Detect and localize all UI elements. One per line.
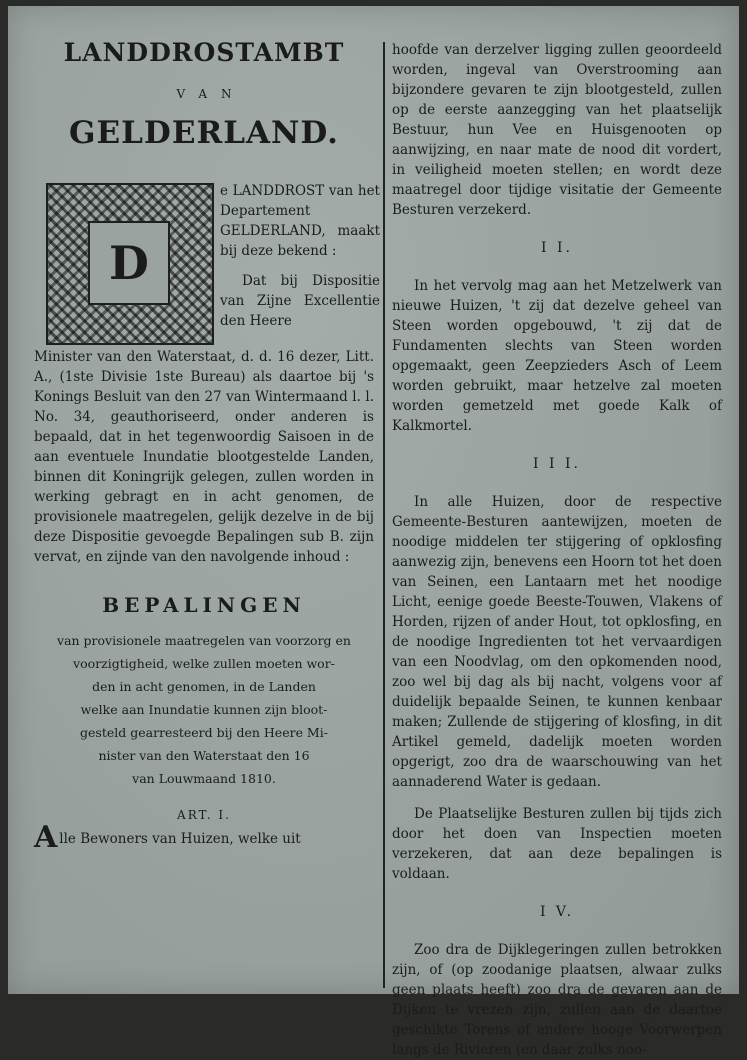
bepalingen-line-4: welke aan Inundatie kunnen zijn bloot- bbox=[80, 702, 328, 717]
article-1-text bbox=[34, 820, 374, 855]
document-sheet bbox=[8, 6, 739, 1058]
article-3-text: In alle Huizen, door de respective Gemeente-Besturen aantewijzen, moeten de noodige middelen ter stijgering of opklosfing aanwezig zijn, benevens een Hoorn tot het doen van Seinen, een Lantaarn met het noodige Licht, eenige goede Beeste-Touwen, Vlakens of Horden, rijzen of ander Hout, tot opklosfing, en de noodige Ingredienten tot het vervaardigen van een Noodvlag, om den opkomenden nood, zoo wel bij dag als bij nacht, volgens voor af duidelijk bepaalde Seinen, te kunnen kenbaar maken; Zullende de stijgering of klosfing, in dit Artikel gemeld, dadelijk moeten worden opgerigt, zoo dra de waarschouwing van het aannaderend Water is gedaan. bbox=[392, 494, 722, 790]
article-1-initial: A bbox=[34, 820, 58, 855]
ornamental-dropcap bbox=[46, 183, 214, 345]
intro-para1-rest: Minister van den Waterstaat, d. d. 16 dezer, Litt. A., (1ste Divisie 1ste Bureau) als daartoe bij 's Konings Besluit van den 27 van Wintermaand l. l. No. 34, geauthoriseerd, onder anderen is bepaald, dat in het tegenwoordig Saisoen in de aan eventuele Inundatie blootgestelde Landen, binnen dit Koningrijk gelegen, zullen worden in werking gebragt en in acht genomen, de provisionele maatregelen, gelijk dezelve in de bij deze Dispositie gevoegde Bepalingen sub B. zijn vervat, en zijnde van den navolgende inhoud : bbox=[34, 349, 374, 565]
document-title: LANDDROSTAMBT bbox=[63, 38, 345, 67]
article-3-number: I I I. bbox=[533, 456, 581, 472]
article-2-number: I I. bbox=[541, 240, 573, 256]
bepalingen-heading: BEPALINGEN bbox=[102, 593, 306, 617]
bepalingen-line-1: van provisionele maatregelen van voorzorg en bbox=[57, 633, 351, 648]
column-divider bbox=[383, 42, 385, 988]
bepalingen-line-3: den in acht genomen, in de Landen bbox=[92, 679, 316, 694]
intro-announcement: e LANDDROST van het Departement GELDERLAND, maakt bij deze bekend : bbox=[220, 183, 380, 259]
title-van: VAN bbox=[176, 87, 246, 101]
article-1-body: lle Bewoners van Huizen, welke uit bbox=[59, 831, 301, 847]
article-4-text: Zoo dra de Dijklegeringen zullen betrokken zijn, of (op zoodanige plaatsen, alwaar zulks geen plaats heeft) zoo dra de gevaren aan de Dijken te vrezen zijn, zullen aan de daartoe geschikte Torens of andere hooge Voorwerpen langs de Rivieren (en daar zulks noo- bbox=[392, 942, 722, 1058]
article-3-inspection: De Plaatselijke Besturen zullen bij tijds zich door het doen van Inspectien moeten verzekeren, dat aan deze bepalingen is voldaan. bbox=[392, 806, 722, 882]
document-region: GELDERLAND. bbox=[69, 115, 339, 151]
bepalingen-line-2: voorzigtigheid, welke zullen moeten wor- bbox=[73, 656, 335, 671]
bepalingen-line-5: gesteld gearresteerd bij den Heere Mi- bbox=[80, 725, 328, 740]
right-column bbox=[392, 40, 722, 1060]
intro-para1-start: Dat bij Dispositie van Zijne Excellentie den Heere bbox=[220, 273, 380, 329]
dropcap-letter: D bbox=[88, 221, 170, 305]
intro-text-beside-cap bbox=[220, 181, 380, 331]
article-2-text: In het vervolg mag aan het Metzelwerk van nieuwe Huizen, 't zij dat dezelve geheel van Steen worden opgebouwd, 't zij dat de Fundamenten slechts van Steen worden opgemaakt, geen Zeepzieders Asch of Leem worden gebruikt, maar hetzelve zal moeten worden gemetzeld met goede Kalk of Kalkmortel. bbox=[392, 278, 722, 434]
article-1-label: ART. I. bbox=[177, 808, 231, 822]
left-column bbox=[34, 30, 380, 855]
intro-block bbox=[34, 179, 380, 341]
article-4-number: I V. bbox=[539, 904, 575, 920]
bepalingen-line-6: nister van den Waterstaat den 16 bbox=[98, 748, 310, 763]
article-1-continuation: hoofde van derzelver ligging zullen geoordeeld worden, ingeval van Overstrooming aan bijzondere gevaren te zijn blootgesteld, zullen op de eerste aanzegging van het plaatselijk Bestuur, hun Vee en Huisgenooten op aanwijzing, en naar mate de nood dit vordert, in veiligheid moeten stellen; en wordt deze maatregel door tijdige visitatie der Gemeente Besturen verzekerd. bbox=[392, 42, 722, 218]
bepalingen-line-7: van Louwmaand 1810. bbox=[132, 771, 276, 786]
